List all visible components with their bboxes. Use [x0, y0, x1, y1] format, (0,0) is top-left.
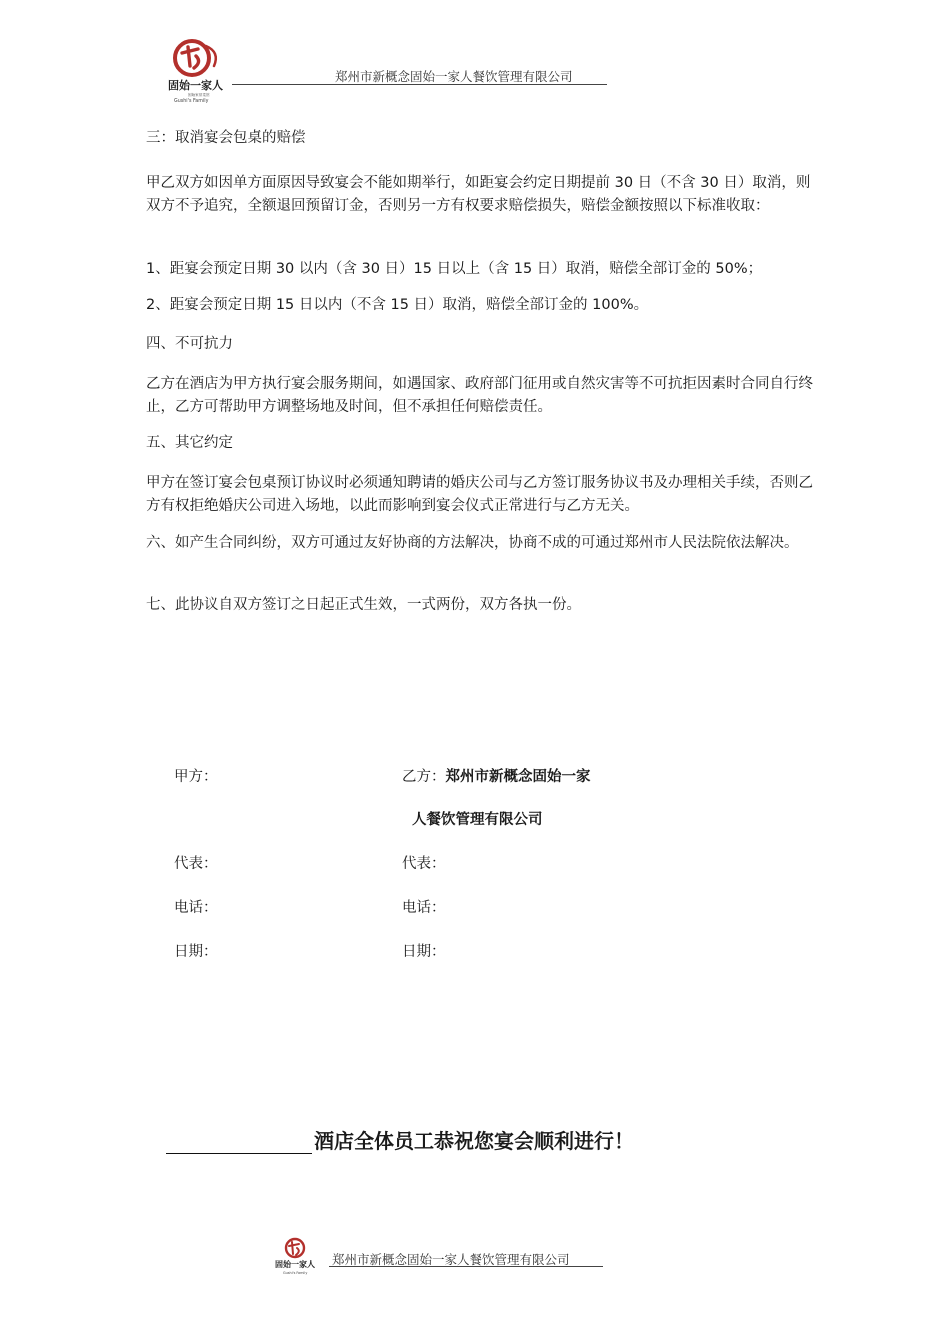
logo-en-text: Gushi's Family — [174, 99, 209, 104]
section-3-heading: 三：取消宴会包桌的赔偿 — [146, 130, 306, 146]
header-company-name: 郑州市新概念固始一家人餐饮管理有限公司 — [335, 69, 573, 84]
party-b-label: 乙方： — [402, 769, 446, 785]
party-a-rep-label: 代表： — [174, 856, 218, 872]
header-logo — [168, 36, 234, 104]
closing-line — [166, 1125, 634, 1154]
party-b-phone-label: 电话： — [402, 900, 446, 916]
logo-cn-text: 固始一家人 — [168, 79, 223, 92]
footer-logo-en-text: Gushi's Family — [283, 1271, 308, 1275]
party-b-date-label: 日期： — [402, 944, 446, 960]
footer-rule — [329, 1266, 603, 1267]
section-6-body: 六、如产生合同纠纷，双方可通过友好协商的方法解决，协商不成的可通过郑州市人民法院依法解决。 — [146, 535, 799, 551]
party-b-rep-label: 代表： — [402, 856, 446, 872]
section-3-body: 甲乙双方如因单方面原因导致宴会不能如期举行，如距宴会约定日期提前 30 日（不含 30 日）取消，则双方不予追究，全额退回预留订金，否则另一方有权要求赔偿损失，赔偿金额按照以下标准收取： — [146, 175, 811, 214]
party-b-name-line2: 人餐饮管理有限公司 — [412, 812, 543, 828]
section-4-body: 乙方在酒店为甲方执行宴会服务期间，如遇国家、政府部门征用或自然灾害等不可抗拒因素时合同自行终止，乙方可帮助甲方调整场地及时间，但不承担任何赔偿责任。 — [146, 376, 813, 415]
section-4-heading: 四、不可抗力 — [146, 336, 233, 352]
closing-text: 酒店全体员工恭祝您宴会顺利进行！ — [314, 1129, 634, 1153]
header-rule — [232, 84, 607, 85]
footer-company-name: 郑州市新概念固始一家人餐饮管理有限公司 — [332, 1252, 570, 1267]
party-b-name-line1: 郑州市新概念固始一家 — [445, 769, 591, 785]
section-3-item-2: 2、距宴会预定日期 15 日以内（不含 15 日）取消，赔偿全部订金的 100%。 — [146, 297, 649, 313]
section-3-item-1: 1、距宴会预定日期 30 以内（含 30 日）15 日以上（含 15 日）取消，赔偿全部订金的 50%； — [146, 261, 763, 277]
section-7-body: 七、此协议自双方签订之日起正式生效，一式两份，双方各执一份。 — [146, 597, 581, 613]
footer-logo-cn-text: 固始一家人 — [275, 1259, 315, 1269]
party-b-row — [402, 765, 591, 786]
party-a-phone-label: 电话： — [174, 900, 218, 916]
section-5-body: 甲方在签订宴会包桌预订协议时必须通知聘请的婚庆公司与乙方签订服务协议书及办理相关手续，否则乙方有权拒绝婚庆公司进入场地，以此而影响到宴会仪式正常进行与乙方无关。 — [146, 475, 813, 514]
gushi-family-footer-logo-icon — [273, 1236, 329, 1276]
party-a-date-label: 日期： — [174, 944, 218, 960]
hotel-name-blank — [166, 1133, 312, 1154]
logo-sub-text: 固始家常菜馆 — [188, 93, 210, 97]
footer-logo — [273, 1236, 329, 1276]
party-a-label: 甲方： — [174, 769, 218, 785]
gushi-family-logo-icon — [168, 36, 234, 104]
section-5-heading: 五、其它约定 — [146, 435, 233, 451]
